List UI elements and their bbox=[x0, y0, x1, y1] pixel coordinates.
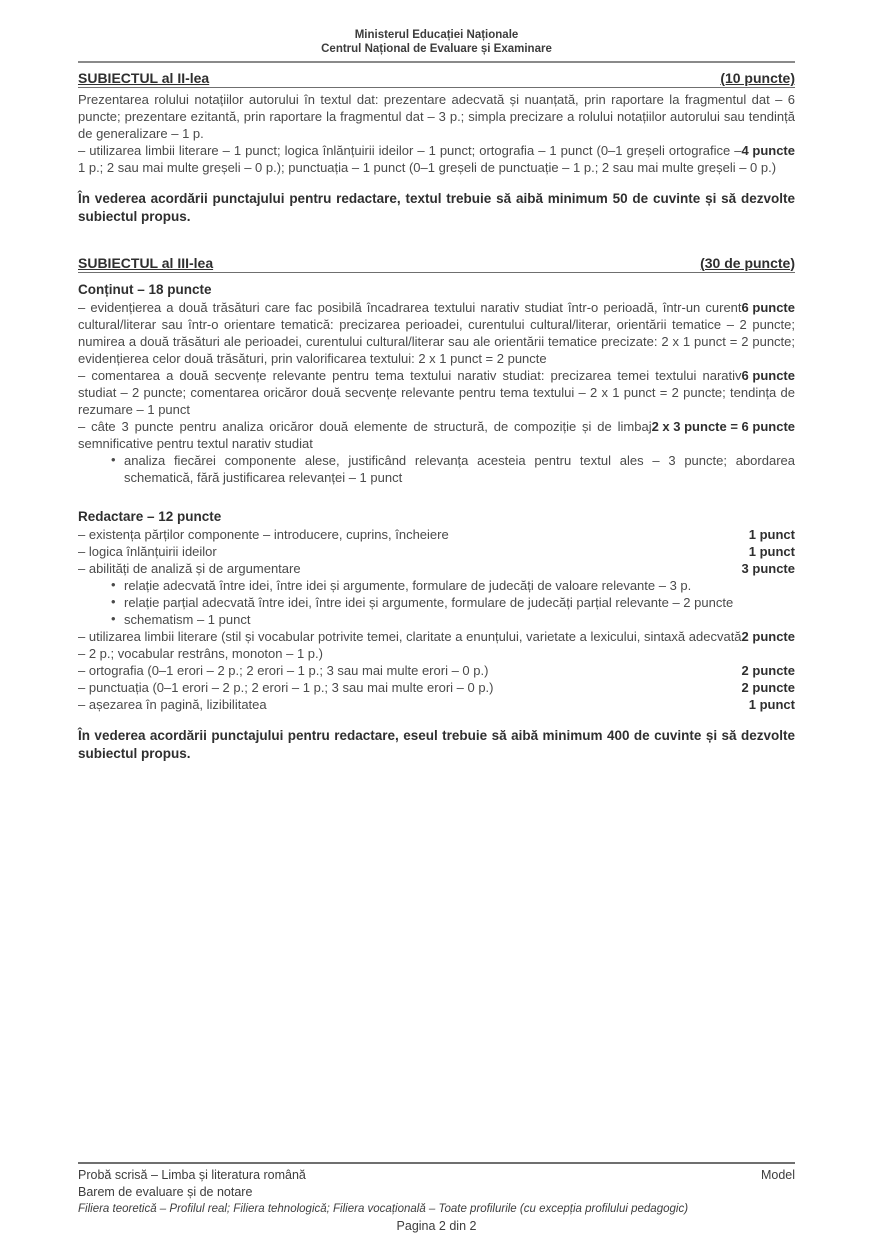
redactare-item-score: 1 punct bbox=[748, 543, 795, 559]
footer-exam-label: Probă scrisă – Limba și literatura română bbox=[78, 1168, 306, 1182]
continut-item-score: 6 puncte bbox=[741, 299, 795, 315]
subject-2-title: SUBIECTUL al II-lea bbox=[78, 70, 210, 86]
redactare-item-text: – abilități de analiză și de argumentare bbox=[78, 560, 301, 576]
continut-item bbox=[78, 418, 795, 452]
subject-2-paragraph-2: – utilizarea limbii literare – 1 punct; logica înlănțuirii ideilor – 1 punct; ortografia – 1 punct (0–1 greșeli ortografice – 1 p.; 2 sau mai multe greșeli – 0 p.); punctuația – 1 punct (0–1 greșeli de punctuație – 1 p.; 2 sau mai multe greșeli – 0 p.) bbox=[78, 143, 777, 175]
list-item: • schematism – 1 punct bbox=[78, 611, 795, 628]
footer-model-label: Model bbox=[760, 1168, 795, 1182]
footer-row-1 bbox=[78, 1167, 795, 1184]
redactare-item-text: – ortografia (0–1 erori – 2 p.; 2 erori – 1 p.; 3 sau mai multe erori – 0 p.) bbox=[78, 662, 489, 678]
continut-item bbox=[78, 367, 795, 418]
redactare-item-score: 2 puncte bbox=[741, 628, 795, 644]
subject-2-paragraph-1: Prezentarea rolului notațiilor autorului în textul dat: prezentare adecvată și nuanțată, prin raportare la fragmentul dat – 6 puncte; prezentare ezitantă, prin raportare la fragmentul dat – 3 p.; simpla precizare a rolului notațiilor autorului sau tendință de generalizare – 1 p. bbox=[78, 92, 795, 141]
redactare-item bbox=[78, 679, 795, 696]
subject-3-points: (30 de puncte) bbox=[700, 254, 795, 271]
redactare-bullet-list bbox=[78, 577, 795, 628]
redactare-item-text: – utilizarea limbii literare (stil și vocabular potrivite temei, claritate a enunțului, varietate a lexicului, sintaxă adecvată – 2 p.; vocabular restrâns, monoton – 1 p.) bbox=[78, 628, 742, 661]
redactare-item-score: 2 puncte bbox=[741, 662, 795, 678]
document-header bbox=[78, 0, 795, 56]
redactare-item bbox=[78, 526, 795, 543]
continut-heading: Conținut – 18 puncte bbox=[78, 281, 212, 297]
subject-2-points: (10 puncte) bbox=[720, 70, 795, 86]
subject-3-heading bbox=[78, 255, 795, 273]
redactare-item-score: 3 puncte bbox=[741, 560, 795, 576]
list-item: • analiza fiecărei componente alese, justificând relevanța acesteia pentru textul ales – 3 puncte; abordarea schematică, fără justificarea relevanței – 1 punct bbox=[78, 452, 795, 486]
redactare-item-score: 1 punct bbox=[748, 696, 795, 712]
subject-2-note: În vederea acordării punctajului pentru redactare, textul trebuie să aibă minimum 50 de cuvinte și să dezvolte subiectul propus. bbox=[78, 191, 795, 224]
continut-item-text: – comentarea a două secvențe relevante pentru tema textului narativ studiat: precizarea temei textului narativ studiat – 2 puncte; comentarea oricăror două secvențe relevante pentru tema textului – 2 x 1 punct = 2 puncte; tendința de rezumare – 1 punct bbox=[78, 367, 795, 417]
center-line: Centrul Național de Evaluare și Examinare bbox=[321, 43, 552, 55]
redactare-item-score: 2 puncte bbox=[741, 679, 795, 695]
continut-item bbox=[78, 299, 795, 367]
ministry-line: Ministerul Educației Naționale bbox=[354, 29, 519, 41]
continut-item-text: – câte 3 puncte pentru analiza oricăror două elemente de structură, de compoziție și de limbaj semnificative pentru textul narativ studiat bbox=[78, 418, 652, 451]
redactare-item bbox=[78, 662, 795, 679]
list-item: • relație parțial adecvată între idei, între idei și argumente, formulare de judecăți parțial relevante – 2 puncte bbox=[78, 594, 795, 611]
continut-bullet-list bbox=[78, 452, 795, 486]
redactare-item bbox=[78, 543, 795, 560]
subject-3-title: SUBIECTUL al III-lea bbox=[78, 254, 214, 271]
continut-item-score: 2 x 3 puncte = 6 puncte bbox=[651, 418, 795, 434]
redactare-item-text: – punctuația (0–1 erori – 2 p.; 2 erori – 1 p.; 3 sau mai multe erori – 0 p.) bbox=[78, 679, 494, 695]
footer-barem-label: Barem de evaluare și de notare bbox=[78, 1185, 253, 1199]
subject-2-heading bbox=[78, 70, 795, 88]
continut-item-score: 6 puncte bbox=[741, 367, 795, 383]
header-divider bbox=[78, 61, 795, 63]
redactare-heading: Redactare – 12 puncte bbox=[78, 508, 222, 524]
redactare-item-text: – existența părților componente – introducere, cuprins, încheiere bbox=[78, 526, 449, 542]
subject-3-note: În vederea acordării punctajului pentru redactare, eseul trebuie să aibă minimum 400 de cuvinte și să dezvolte subiectul propus. bbox=[78, 727, 795, 761]
redactare-item bbox=[78, 628, 795, 662]
continut-item-text: – evidențierea a două trăsături care fac posibilă încadrarea textului narativ studiat într-o perioadă, într-un curent cultural/literar sau într-o orientare tematică: precizarea perioadei, curentului cultural/literar, orientării tematice – 2 puncte; numirea a două trăsături ale perioadei, curentului cultural/literar sau ale orientării tematice precizate: 2 x 1 punct = 2 puncte; evidențierea celor două trăsături, prin valorificarea textului: 2 x 1 punct = 2 puncte bbox=[78, 299, 795, 366]
subject-2-paragraph-2-row bbox=[78, 142, 795, 176]
subject-2-paragraph-2-score: 4 puncte bbox=[741, 143, 795, 158]
redactare-item-score: 1 punct bbox=[748, 526, 795, 542]
footer-filiera-label: Filiera teoretică – Profilul real; Filiera tehnologică; Filiera vocațională – Toate profilurile (cu excepția profilului pedagogic) bbox=[78, 1203, 689, 1215]
spacer bbox=[78, 486, 795, 500]
redactare-item bbox=[78, 560, 795, 577]
footer-page-number: Pagina 2 din 2 bbox=[396, 1219, 477, 1233]
document-page bbox=[78, 0, 795, 1243]
redactare-item-text: – așezarea în pagină, lizibilitatea bbox=[78, 696, 267, 712]
footer-divider bbox=[78, 1162, 795, 1164]
redactare-item-text: – logica înlănțuirii ideilor bbox=[78, 543, 217, 559]
list-item: • relație adecvată între idei, între idei și argumente, formulare de judecăți de valoare relevante – 3 p. bbox=[78, 577, 795, 594]
document-footer bbox=[78, 1162, 795, 1235]
spacer bbox=[78, 240, 795, 248]
redactare-item bbox=[78, 696, 795, 713]
